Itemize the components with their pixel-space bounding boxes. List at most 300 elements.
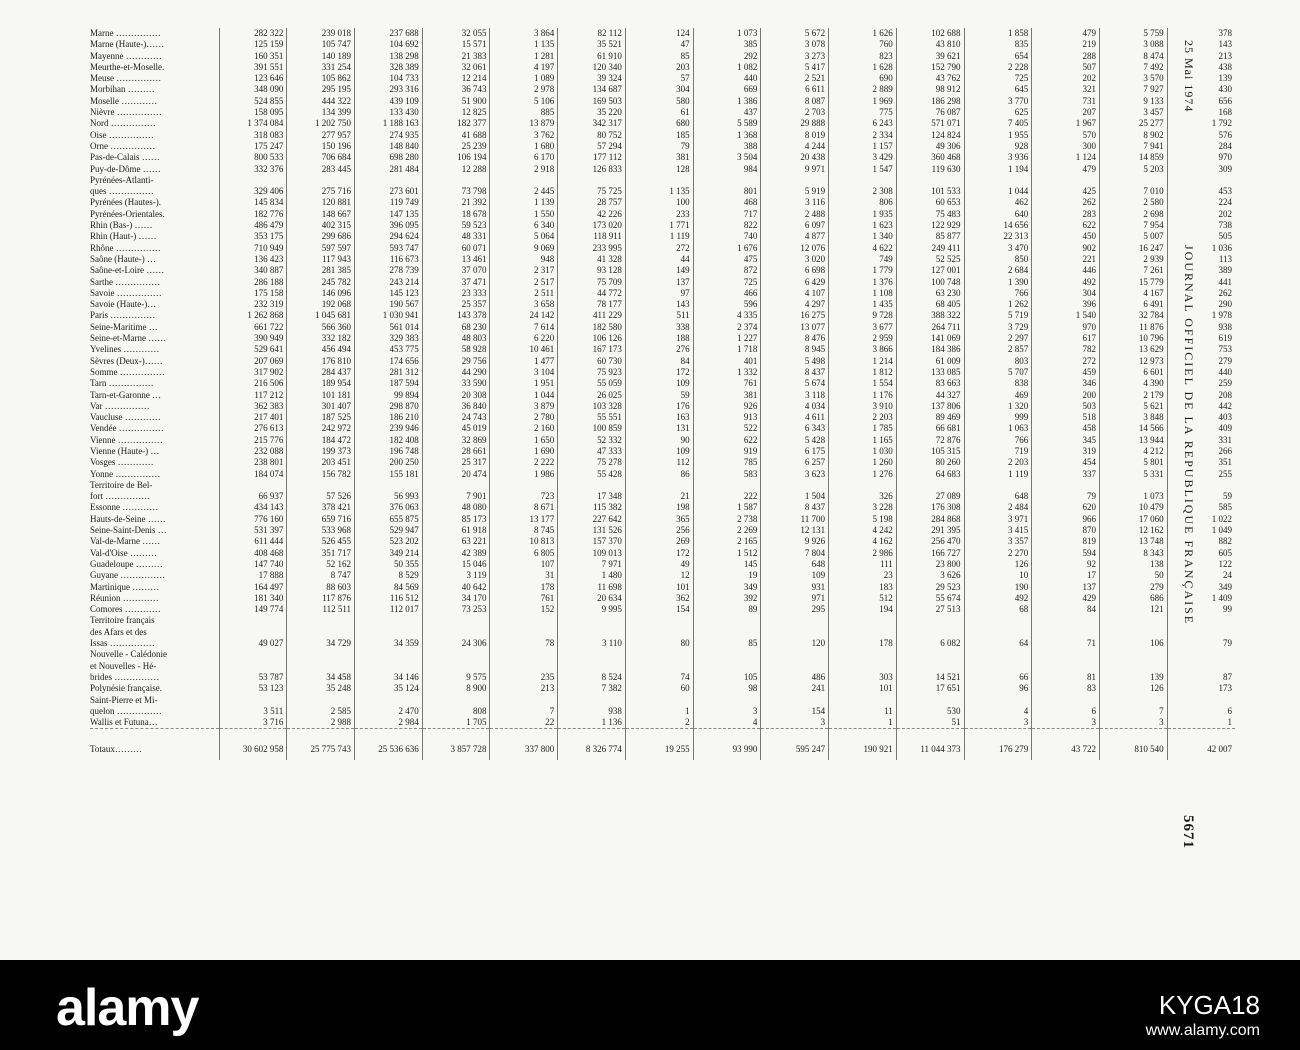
value-cell: 4 [964,706,1032,717]
value-cell: 3 357 [964,536,1032,547]
value-cell [219,661,287,672]
value-cell: 391 551 [219,62,287,73]
value-cell: 99 894 [355,390,423,401]
value-cell: 18 678 [422,209,490,220]
value-cell [1032,627,1100,638]
value-cell: 806 [829,197,897,208]
value-cell: 453 [1167,186,1235,197]
value-cell: 83 [1032,683,1100,694]
value-cell: 8 745 [490,525,558,536]
value-cell: 389 [1167,265,1235,276]
value-cell: 202 [1032,73,1100,84]
issue-date: 25 Mai 1974 [1182,40,1196,113]
value-cell: 2 222 [490,457,558,468]
value-cell: 41 688 [422,130,490,141]
value-cell: 2 165 [693,536,761,547]
value-cell: 190 567 [355,299,423,310]
table-row [90,344,1235,355]
table-row [90,62,1235,73]
value-cell: 5 621 [1099,401,1167,412]
value-cell: 124 824 [896,130,964,141]
value-cell: 970 [1167,152,1235,163]
value-cell: 186 298 [896,96,964,107]
value-cell [422,615,490,626]
value-cell: 66 681 [896,423,964,434]
value-cell: 43 810 [896,39,964,50]
value-cell [287,627,355,638]
value-cell: 20 474 [422,469,490,480]
value-cell: 125 159 [219,39,287,50]
value-cell: 118 911 [558,231,626,242]
value-cell: 259 [1167,378,1235,389]
value-cell: 1 139 [490,197,558,208]
value-cell [829,480,897,491]
value-cell: 134 399 [287,107,355,118]
value-cell: 134 687 [558,84,626,95]
table-row [90,390,1235,401]
value-cell: 25 277 [1099,118,1167,129]
value-cell [829,695,897,706]
value-cell: 150 196 [287,141,355,152]
value-cell: 52 332 [558,435,626,446]
value-cell [422,480,490,491]
value-cell: 2 334 [829,130,897,141]
value-cell [558,649,626,660]
value-cell: 47 [625,39,693,50]
value-cell: 321 [1032,84,1100,95]
value-cell: 345 [1032,435,1100,446]
value-cell: 3 971 [964,514,1032,525]
value-cell [490,175,558,186]
value-cell: 348 090 [219,84,287,95]
value-cell [693,695,761,706]
value-cell: 5 331 [1099,469,1167,480]
value-cell: 680 [625,118,693,129]
value-cell: 42 226 [558,209,626,220]
value-cell: 1 676 [693,243,761,254]
value-cell: 105 [693,672,761,683]
value-cell [355,627,423,638]
value-cell: 2 988 [287,717,355,729]
table-row [90,627,1235,638]
value-cell: 96 [964,683,1032,694]
value-cell: 272 [1032,356,1100,367]
value-cell: 3 879 [490,401,558,412]
value-cell: 486 479 [219,220,287,231]
value-cell: 2 297 [964,333,1032,344]
value-cell: 139 [1099,672,1167,683]
value-cell: 645 [964,84,1032,95]
value-cell: 9 995 [558,604,626,615]
value-cell: 850 [964,254,1032,265]
value-cell: 462 [964,197,1032,208]
value-cell [219,615,287,626]
value-cell: 192 068 [287,299,355,310]
value-cell: 183 [829,582,897,593]
department-name-cell: Saône (Haute-) … [90,253,156,264]
value-cell [1032,615,1100,626]
value-cell: 227 642 [558,514,626,525]
value-cell: 100 [625,197,693,208]
value-cell: 938 [558,706,626,717]
value-cell: 255 [1167,469,1235,480]
value-cell: 1 951 [490,378,558,389]
value-cell: 507 [1032,62,1100,73]
value-cell: 4 242 [829,525,897,536]
value-cell: 13 629 [1099,344,1167,355]
value-cell: 761 [693,378,761,389]
value-cell: 281 484 [355,164,423,175]
value-cell: 60 730 [558,356,626,367]
value-cell: 8 476 [761,333,829,344]
department-name-cell: Comores ………… [90,604,161,615]
value-cell [964,175,1032,186]
value-cell: 3 [1099,717,1167,729]
value-cell: 23 800 [896,559,964,570]
value-cell: 999 [964,412,1032,423]
value-cell: 1 340 [829,231,897,242]
value-cell: 9 575 [422,672,490,683]
value-cell [219,175,287,186]
value-cell: 80 752 [558,130,626,141]
value-cell: 44 772 [558,288,626,299]
value-cell: 79 [1167,638,1235,649]
value-cell: 7 927 [1099,84,1167,95]
value-cell: 6 340 [490,220,558,231]
value-cell: 1 623 [829,220,897,231]
value-cell: 8 437 [761,367,829,378]
value-cell: 5 203 [1099,164,1167,175]
value-cell: 105 747 [287,39,355,50]
value-cell: 295 [761,604,829,615]
value-cell: 148 840 [355,141,423,152]
value-cell: 169 503 [558,96,626,107]
value-cell: 738 [1167,220,1235,231]
value-cell: 1 [1167,717,1235,729]
value-cell: 109 013 [558,548,626,559]
value-cell: 232 088 [219,446,287,457]
value-cell: 15 571 [422,39,490,50]
value-cell: 207 [1032,107,1100,118]
department-name-cell: Marne (Haute-)…… [90,39,165,50]
value-cell: 1 718 [693,344,761,355]
value-cell: 9 926 [761,536,829,547]
value-cell [896,661,964,672]
value-cell: 3 078 [761,39,829,50]
department-name-cell: Essonne ………… [90,502,159,513]
value-cell: 669 [693,84,761,95]
value-cell: 1 089 [490,73,558,84]
value-cell: 10 813 [490,536,558,547]
value-cell: 576 [1167,130,1235,141]
value-cell: 32 784 [1099,310,1167,321]
value-cell: 194 [829,604,897,615]
value-cell: 971 [761,593,829,604]
value-cell: 53 123 [219,683,287,694]
value-cell: 103 328 [558,401,626,412]
value-cell: 9 971 [761,164,829,175]
value-cell: 5 589 [693,118,761,129]
value-cell: 11 044 373 [896,729,964,761]
value-cell: 13 944 [1099,435,1167,446]
value-cell: 619 [1167,333,1235,344]
value-cell: 5 759 [1099,28,1167,39]
value-cell [693,175,761,186]
value-cell: 15 779 [1099,277,1167,288]
value-cell: 8 343 [1099,548,1167,559]
value-cell: 221 [1032,254,1100,265]
value-cell: 43 762 [896,73,964,84]
value-cell: 2 978 [490,84,558,95]
value-cell: 4 335 [693,310,761,321]
value-cell: 288 [1032,51,1100,62]
value-cell: 749 [829,254,897,265]
value-cell: 8 087 [761,96,829,107]
value-cell [761,175,829,186]
value-cell [896,480,964,491]
value-cell: 381 [693,390,761,401]
value-cell [558,661,626,672]
table-row [90,480,1235,491]
value-cell: 1 550 [490,209,558,220]
value-cell: 57 294 [558,141,626,152]
value-cell: 6 170 [490,152,558,163]
value-cell: 27 513 [896,604,964,615]
value-cell: 5 417 [761,62,829,73]
value-cell [558,627,626,638]
value-cell: 89 469 [896,412,964,423]
value-cell: 32 055 [422,28,490,39]
department-name-cell: Guyane …………… [90,570,166,581]
value-cell: 175 247 [219,141,287,152]
table-row [90,536,1235,547]
value-cell: 256 470 [896,536,964,547]
department-name-cell: des Afars et des [90,626,147,637]
value-cell [625,615,693,626]
table-row [90,695,1235,706]
value-cell: 13 461 [422,254,490,265]
value-cell: 505 [1167,231,1235,242]
department-name-cell: Morbihan ……… [90,84,155,95]
value-cell: 112 511 [287,604,355,615]
value-cell: 1 194 [964,164,1032,175]
value-cell: 659 716 [287,514,355,525]
table-row [90,367,1235,378]
table-row [90,378,1235,389]
value-cell: 440 [693,73,761,84]
department-name-cell: Territoire de Bel- [90,479,153,490]
value-cell: 49 027 [219,638,287,649]
value-cell: 625 [964,107,1032,118]
value-cell: 61 [625,107,693,118]
value-cell: 278 739 [355,265,423,276]
table-row [90,39,1235,50]
value-cell: 3 864 [490,28,558,39]
value-cell: 3 626 [896,570,964,581]
value-cell [964,480,1032,491]
value-cell: 101 533 [896,186,964,197]
value-cell: 167 173 [558,344,626,355]
value-cell [896,615,964,626]
value-cell: 133 430 [355,107,423,118]
value-cell: 274 935 [355,130,423,141]
value-cell: 328 389 [355,62,423,73]
value-cell: 233 995 [558,243,626,254]
value-cell: 264 711 [896,322,964,333]
table-row [90,570,1235,581]
value-cell: 2 270 [964,548,1032,559]
value-cell: 2 228 [964,62,1032,73]
value-cell: 53 787 [219,672,287,683]
value-cell: 661 722 [219,322,287,333]
department-name-cell: Vaucluse ………… [90,412,161,423]
value-cell: 284 437 [287,367,355,378]
value-cell: 102 688 [896,28,964,39]
value-cell: 11 698 [558,582,626,593]
value-cell: 1 030 941 [355,310,423,321]
value-cell: 1 504 [761,491,829,502]
value-cell [829,615,897,626]
value-cell: 1 374 084 [219,118,287,129]
value-cell: 801 [693,186,761,197]
value-cell [964,615,1032,626]
value-cell: 100 748 [896,277,964,288]
value-cell: 81 [1032,672,1100,683]
value-cell: 984 [693,164,761,175]
value-cell: 13 748 [1099,536,1167,547]
value-cell: 385 [693,39,761,50]
value-cell: 283 445 [287,164,355,175]
department-name-cell: Rhône …………… [90,242,161,253]
value-cell: 429 [1032,593,1100,604]
value-cell: 235 [490,672,558,683]
value-cell: 349 [1167,582,1235,593]
value-cell: 12 076 [761,243,829,254]
value-cell: 766 [964,435,1032,446]
table-row [90,446,1235,457]
value-cell: 12 214 [422,73,490,84]
value-cell: 7 954 [1099,220,1167,231]
value-cell: 72 876 [896,435,964,446]
value-cell: 266 [1167,446,1235,457]
table-row [90,423,1235,434]
value-cell: 2 488 [761,209,829,220]
value-cell: 2 374 [693,322,761,333]
value-cell: 2 517 [490,277,558,288]
value-cell [355,661,423,672]
value-cell: 7 941 [1099,141,1167,152]
value-cell: 190 [964,582,1032,593]
table-row [90,502,1235,513]
value-cell: 82 112 [558,28,626,39]
value-cell: 182 580 [558,322,626,333]
value-cell: 3 228 [829,502,897,513]
value-cell [829,175,897,186]
value-cell: 109 [625,446,693,457]
department-name-cell: Savoie …………… [90,287,162,298]
value-cell: 14 859 [1099,152,1167,163]
value-cell: 531 397 [219,525,287,536]
value-cell: 1 045 681 [287,310,355,321]
value-cell: 93 128 [558,265,626,276]
table-row [90,254,1235,265]
value-cell: 365 [625,514,693,525]
value-cell: 523 202 [355,536,423,547]
value-cell: 1 [625,706,693,717]
value-cell: 117 943 [287,254,355,265]
value-cell: 112 017 [355,604,423,615]
value-cell: 42 389 [422,548,490,559]
department-name-cell: Vendée …………… [90,423,164,434]
value-cell: 85 877 [896,231,964,242]
value-cell: 3 116 [761,197,829,208]
value-cell [1099,661,1167,672]
value-cell: 698 280 [355,152,423,163]
table-row [90,649,1235,660]
page-number: 5671 [1180,815,1196,849]
value-cell: 3 848 [1099,412,1167,423]
value-cell: 10 796 [1099,333,1167,344]
value-cell: 137 806 [896,401,964,412]
value-cell: 454 [1032,457,1100,468]
table-row [90,299,1235,310]
value-cell: 78 [490,638,558,649]
value-cell: 60 071 [422,243,490,254]
value-cell: 88 603 [287,582,355,593]
value-cell: 1 157 [829,141,897,152]
value-cell: 49 [625,559,693,570]
value-cell: 196 748 [355,446,423,457]
value-cell: 349 [693,582,761,593]
value-cell: 388 322 [896,310,964,321]
value-cell: 326 [829,491,897,502]
value-cell [558,175,626,186]
value-cell: 1 049 [1167,525,1235,536]
value-cell: 2 703 [761,107,829,118]
value-cell: 24 306 [422,638,490,649]
value-cell: 440 [1167,367,1235,378]
value-cell: 168 [1167,107,1235,118]
value-cell: 148 667 [287,209,355,220]
value-cell: 304 [625,84,693,95]
value-cell: 526 455 [287,536,355,547]
value-cell: 2 203 [829,412,897,423]
value-cell: 6 601 [1099,367,1167,378]
value-cell: 3 511 [219,706,287,717]
value-cell: 31 [490,570,558,581]
value-cell: 149 [625,265,693,276]
value-cell: 4 167 [1099,288,1167,299]
value-cell: 190 921 [829,729,897,761]
value-cell: 2 889 [829,84,897,95]
value-cell: 4 107 [761,288,829,299]
value-cell: 300 [1032,141,1100,152]
value-cell: 291 395 [896,525,964,536]
value-cell: 184 386 [896,344,964,355]
value-cell: 353 175 [219,231,287,242]
department-name-cell: Vienne …………… [90,434,163,445]
value-cell: 6 343 [761,423,829,434]
value-cell: 966 [1032,514,1100,525]
value-cell: 189 954 [287,378,355,389]
value-cell: 785 [693,457,761,468]
value-cell: 25 775 743 [287,729,355,761]
value-cell: 723 [490,491,558,502]
value-cell: 109 [625,378,693,389]
table-row [90,672,1235,683]
value-cell: 7 [1099,706,1167,717]
watermark-logo: alamy [56,979,199,1037]
